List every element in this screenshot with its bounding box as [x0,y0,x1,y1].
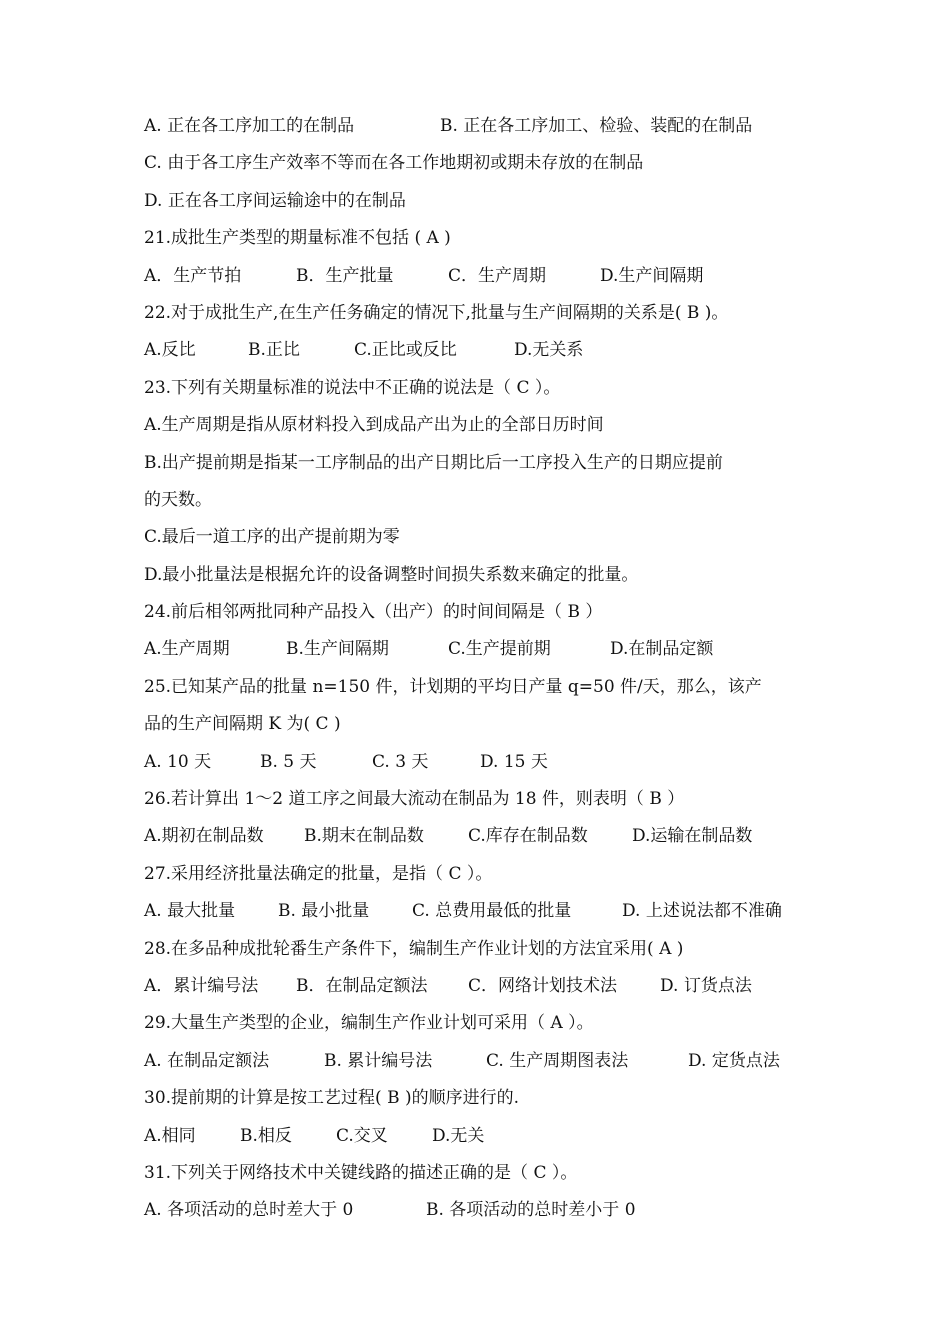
option-a: A. 10 天 [144,751,212,772]
options-25 [144,744,824,781]
option-b [144,445,824,482]
option-d: D.无关 [432,1125,485,1146]
option-b: B. 各项活动的总时差小于 0 [426,1200,636,1221]
option-a: A.反比 [144,340,196,361]
option-c [144,519,824,556]
option-text: B.出产提前期是指某一工序制品的出产日期比后一工序投入生产的日期应提前 [144,452,723,473]
option-d: D.在制品定额 [610,639,714,660]
option-b: B.正比 [248,340,300,361]
option-text: C.最后一道工序的出产提前期为零 [144,527,400,548]
question-text: 24.前后相邻两批同种产品投入（出产）的时间间隔是（ B ） [144,602,603,623]
text-line [144,183,824,220]
option-c: C．网络计划技术法 [468,975,618,996]
option-d: D. 上述说法都不准确 [622,901,782,922]
text-line [144,108,824,145]
option-b: B. 5 天 [260,751,317,772]
options-31 [144,1192,824,1229]
option-c: C. 由于各工序生产效率不等而在各工作地期初或期未存放的在制品 [144,153,644,174]
option-b: B.生产间隔期 [286,639,389,660]
option-c: C.交叉 [336,1125,388,1146]
question-31 [144,1155,824,1192]
option-c: C．生产周期 [448,265,547,286]
options-24 [144,631,824,668]
option-b: B．在制品定额法 [296,975,428,996]
option-c: C.正比或反比 [354,340,457,361]
option-d: D.生产间隔期 [600,265,704,286]
option-b: B．生产批量 [296,265,394,286]
question-text: 22.对于成批生产,在生产任务确定的情况下,批量与生产间隔期的关系是( B )。 [144,302,729,323]
question-28 [144,931,824,968]
option-c: C.生产提前期 [448,639,551,660]
option-a: A．累计编号法 [144,975,259,996]
question-24 [144,594,824,631]
option-c: C. 3 天 [372,751,429,772]
options-22 [144,332,824,369]
option-b: B. 累计编号法 [324,1050,433,1071]
option-b: B.期末在制品数 [304,826,424,847]
option-d: D.无关系 [514,340,584,361]
question-list [144,108,824,1230]
option-c: C. 总费用最低的批量 [412,901,572,922]
options-30 [144,1118,824,1155]
question-30 [144,1080,824,1117]
question-text: 31.下列关于网络技术中关键线路的描述正确的是（ C ）。 [144,1162,578,1183]
question-25-continued [144,706,824,743]
question-text: 29.大量生产类型的企业，编制生产作业计划可采用（ A ）。 [144,1013,594,1034]
option-b: B.相反 [240,1125,292,1146]
options-21 [144,258,824,295]
question-text: 26.若计算出 1～2 道工序之间最大流动在制品为 18 件，则表明（ B ） [144,789,685,810]
option-c: C. 生产周期图表法 [486,1050,629,1071]
option-d [144,557,824,594]
option-c: C.库存在制品数 [468,826,588,847]
options-27 [144,893,824,930]
option-b-continued [144,482,824,519]
question-21 [144,220,824,257]
question-text: 23.下列有关期量标准的说法中不正确的说法是（ C ）。 [144,377,561,398]
text-line [144,145,824,182]
option-a: A.相同 [144,1125,196,1146]
question-text: 品的生产间隔期 K 为( C ) [144,714,341,735]
question-text: 25.已知某产品的批量 n=150 件，计划期的平均日产量 q=50 件/天，那么，该产 [144,676,762,697]
option-text: 的天数。 [144,489,212,510]
question-text: 30.提前期的计算是按工艺过程( B )的顺序进行的. [144,1088,520,1109]
option-a: A. 正在各工序加工的在制品 [144,116,355,136]
option-d: D. 15 天 [480,751,548,772]
option-a: A.期初在制品数 [144,826,264,847]
question-22 [144,295,824,332]
option-b: B. 最小批量 [278,901,370,922]
question-26 [144,781,824,818]
option-a [144,407,824,444]
option-b: B. 正在各工序加工、检验、装配的在制品 [440,116,753,136]
question-text: 21.成批生产类型的期量标准不包括 ( A ) [144,228,451,249]
option-a: A. 各项活动的总时差大于 0 [144,1200,354,1221]
question-27 [144,856,824,893]
options-28 [144,968,824,1005]
option-d: D. 正在各工序间运输途中的在制品 [144,190,406,211]
option-a: A.生产周期 [144,639,230,660]
options-29 [144,1043,824,1080]
option-a: A. 最大批量 [144,901,236,922]
option-d: D.运输在制品数 [632,826,753,847]
option-d: D. 订货点法 [660,975,752,996]
option-text: A.生产周期是指从原材料投入到成品产出为止的全部日历时间 [144,415,604,436]
option-a: A. 在制品定额法 [144,1050,270,1071]
option-a: A．生产节拍 [144,265,242,286]
question-text: 27.采用经济批量法确定的批量，是指（ C ）。 [144,863,493,884]
question-29 [144,1005,824,1042]
option-d: D. 定货点法 [688,1050,780,1071]
option-text: D.最小批量法是根据允许的设备调整时间损失系数来确定的批量。 [144,564,639,585]
question-23 [144,370,824,407]
question-25 [144,669,824,706]
options-26 [144,818,824,855]
question-text: 28.在多品种成批轮番生产条件下，编制生产作业计划的方法宜采用( A ) [144,938,684,959]
